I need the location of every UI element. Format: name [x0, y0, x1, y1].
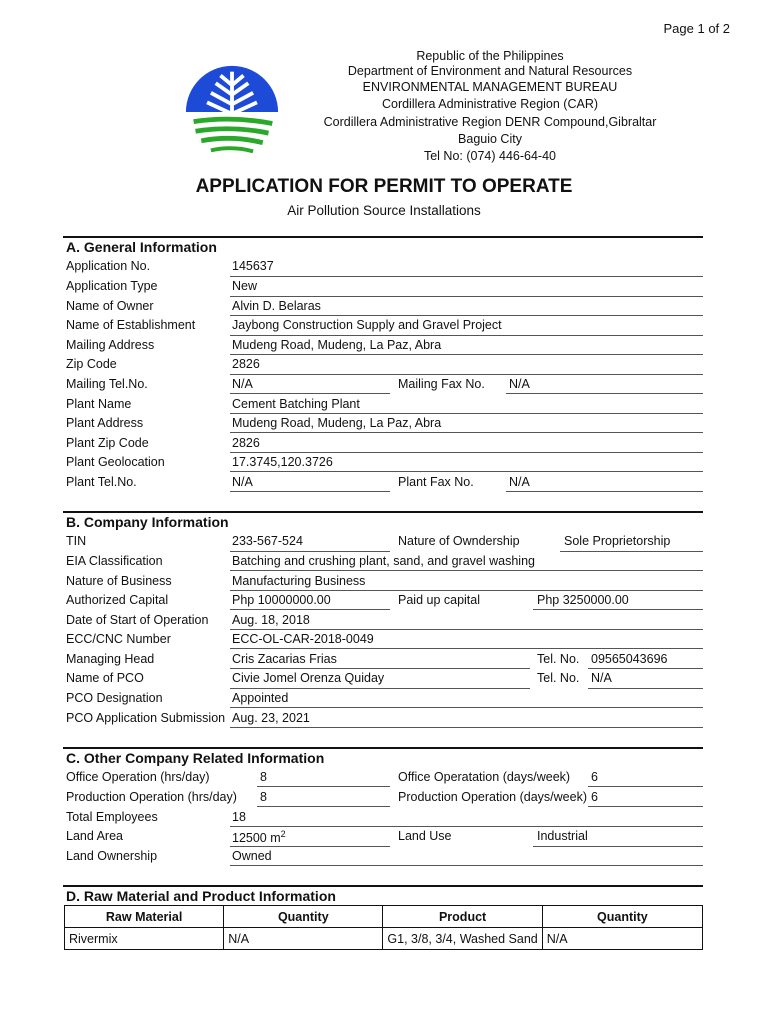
label-pco-tel: Tel. No. — [537, 671, 580, 685]
header-bureau: ENVIRONMENTAL MANAGEMENT BUREAU — [362, 80, 618, 94]
value-paid-capital: Php 3250000.00 — [537, 593, 629, 607]
value-mailing-tel: N/A — [232, 377, 253, 391]
label-plant-tel: Plant Tel.No. — [66, 475, 137, 489]
underline — [230, 413, 703, 414]
section-a-heading: A. General Information — [66, 239, 217, 255]
value-nature-business: Manufacturing Business — [232, 574, 366, 588]
label-ecc-number: ECC/CNC Number — [66, 632, 171, 646]
section-c-rule — [63, 747, 703, 749]
label-pco-submission: PCO Application Submission — [66, 711, 226, 725]
underline — [230, 668, 530, 669]
value-land-ownership: Owned — [232, 849, 272, 863]
value-land-area — [232, 829, 286, 845]
value-plant-address: Mudeng Road, Mudeng, La Paz, Abra — [232, 416, 442, 430]
label-plant-zip: Plant Zip Code — [66, 436, 149, 450]
underline — [588, 786, 703, 787]
value-head-tel: 09565043696 — [591, 652, 668, 666]
underline — [230, 393, 390, 394]
label-authorized-capital: Authorized Capital — [66, 593, 169, 607]
label-land-area: Land Area — [66, 829, 123, 843]
underline — [230, 648, 703, 649]
header-republic: Republic of the Philippines — [416, 49, 564, 63]
label-office-days: Office Operatation (days/week) — [398, 770, 571, 784]
header-tel: Tel No: (074) 446-64-40 — [423, 149, 557, 163]
value-plant-name: Cement Batching Plant — [232, 397, 360, 411]
underline — [230, 707, 703, 708]
value-mailing-fax: N/A — [509, 377, 530, 391]
underline — [230, 354, 703, 355]
land-area-number: 12500 m — [232, 831, 281, 846]
header-city: Baguio City — [458, 132, 522, 146]
label-nature-business: Nature of Business — [66, 574, 172, 588]
label-mailing-address: Mailing Address — [66, 338, 155, 352]
value-pco-designation: Appointed — [232, 691, 289, 705]
section-a-rule — [63, 236, 703, 238]
underline — [506, 491, 703, 492]
section-d-heading: D. Raw Material and Product Information — [66, 888, 336, 904]
header-department: Department of Environment and Natural Resources — [347, 64, 633, 78]
section-c-heading: C. Other Company Related Information — [66, 750, 325, 766]
underline — [230, 296, 703, 297]
value-plant-zip: 2826 — [232, 436, 260, 450]
underline — [230, 315, 703, 316]
label-nature-ownership: Nature of Owndership — [398, 534, 520, 548]
underline — [230, 688, 530, 689]
underline — [560, 551, 703, 552]
value-mailing-address: Mudeng Road, Mudeng, La Paz, Abra — [232, 338, 442, 352]
label-start-operation: Date of Start of Operation — [66, 613, 209, 627]
value-application-type: New — [232, 279, 258, 293]
underline — [588, 668, 703, 669]
value-owner: Alvin D. Belaras — [232, 299, 321, 313]
label-pco-name: Name of PCO — [66, 671, 144, 685]
label-application-type: Application Type — [66, 279, 158, 293]
label-land-ownership: Land Ownership — [66, 849, 158, 863]
label-mailing-tel: Mailing Tel.No. — [66, 377, 148, 391]
column-header: Quantity — [542, 906, 702, 928]
underline — [230, 629, 703, 630]
label-owner: Name of Owner — [66, 299, 154, 313]
value-application-no: 145637 — [232, 259, 274, 273]
underline — [533, 609, 703, 610]
section-d-rule — [63, 885, 703, 887]
label-tin: TIN — [66, 534, 87, 548]
label-eia-classification: EIA Classification — [66, 554, 163, 568]
column-header: Raw Material — [65, 906, 224, 928]
value-office-days: 6 — [591, 770, 598, 784]
label-office-hrs: Office Operation (hrs/day) — [66, 770, 210, 784]
label-land-use: Land Use — [398, 829, 452, 843]
table-row — [65, 928, 703, 950]
raw-material-table — [64, 905, 703, 950]
label-plant-fax: Plant Fax No. — [398, 475, 474, 489]
column-header: Quantity — [224, 906, 383, 928]
header-address: Cordillera Administrative Region DENR Compound,Gibraltar — [323, 115, 657, 129]
value-tin: 233-567-524 — [232, 534, 303, 548]
label-plant-address: Plant Address — [66, 416, 144, 430]
underline — [257, 786, 390, 787]
table-cell: Rivermix — [65, 928, 224, 950]
underline — [230, 335, 703, 336]
section-b-rule — [63, 511, 703, 513]
table-header-row — [65, 906, 703, 928]
underline — [230, 570, 703, 571]
label-application-no: Application No. — [66, 259, 151, 273]
label-plant-geolocation: Plant Geolocation — [66, 455, 165, 469]
value-eia-classification: Batching and crushing plant, sand, and gravel washing — [232, 554, 535, 568]
column-header: Product — [383, 906, 542, 928]
label-head-tel: Tel. No. — [537, 652, 580, 666]
label-plant-name: Plant Name — [66, 397, 132, 411]
value-plant-geolocation: 17.3745,120.3726 — [232, 455, 333, 469]
underline — [257, 806, 390, 807]
underline — [230, 471, 703, 472]
label-zip-code: Zip Code — [66, 357, 117, 371]
value-nature-ownership: Sole Proprietorship — [564, 534, 671, 548]
underline — [230, 276, 703, 277]
header-region: Cordillera Administrative Region (CAR) — [381, 97, 599, 111]
value-pco-submission: Aug. 23, 2021 — [232, 711, 310, 725]
underline — [230, 491, 390, 492]
underline — [533, 846, 703, 847]
underline — [230, 826, 703, 827]
table-cell: N/A — [224, 928, 383, 950]
underline — [230, 374, 703, 375]
value-office-hrs: 8 — [260, 770, 267, 784]
underline — [230, 551, 390, 552]
land-area-unit-exponent: 2 — [280, 829, 286, 839]
page-indicator: Page 1 of 2 — [663, 21, 730, 36]
label-pco-designation: PCO Designation — [66, 691, 163, 705]
value-production-hrs: 8 — [260, 790, 267, 804]
document-subtitle: Air Pollution Source Installations — [287, 203, 481, 218]
underline — [588, 806, 703, 807]
document-title: APPLICATION FOR PERMIT TO OPERATE — [195, 176, 573, 197]
underline — [230, 432, 703, 433]
underline — [230, 590, 703, 591]
underline — [506, 393, 703, 394]
label-production-hrs: Production Operation (hrs/day) — [66, 790, 237, 804]
underline — [588, 688, 703, 689]
underline — [230, 452, 703, 453]
table-cell: N/A — [542, 928, 702, 950]
value-zip-code: 2826 — [232, 357, 260, 371]
label-production-days: Production Operation (days/week) — [398, 790, 587, 804]
value-production-days: 6 — [591, 790, 598, 804]
section-b-heading: B. Company Information — [66, 514, 229, 530]
underline — [230, 865, 703, 866]
label-managing-head: Managing Head — [66, 652, 155, 666]
label-total-employees: Total Employees — [66, 810, 158, 824]
underline — [230, 727, 703, 728]
value-managing-head: Cris Zacarias Frias — [232, 652, 337, 666]
label-mailing-fax: Mailing Fax No. — [398, 377, 485, 391]
value-start-operation: Aug. 18, 2018 — [232, 613, 310, 627]
value-pco-name: Civie Jomel Orenza Quiday — [232, 671, 385, 685]
value-plant-fax: N/A — [509, 475, 530, 489]
label-establishment: Name of Establishment — [66, 318, 196, 332]
value-land-use: Industrial — [537, 829, 588, 843]
table-cell: G1, 3/8, 3/4, Washed Sand — [383, 928, 542, 950]
value-plant-tel: N/A — [232, 475, 253, 489]
value-pco-tel: N/A — [591, 671, 612, 685]
underline — [230, 609, 390, 610]
underline — [230, 846, 390, 847]
label-paid-capital: Paid up capital — [398, 593, 481, 607]
value-authorized-capital: Php 10000000.00 — [232, 593, 331, 607]
value-establishment: Jaybong Construction Supply and Gravel Project — [232, 318, 502, 332]
value-ecc-number: ECC-OL-CAR-2018-0049 — [232, 632, 374, 646]
value-total-employees: 18 — [232, 810, 246, 824]
